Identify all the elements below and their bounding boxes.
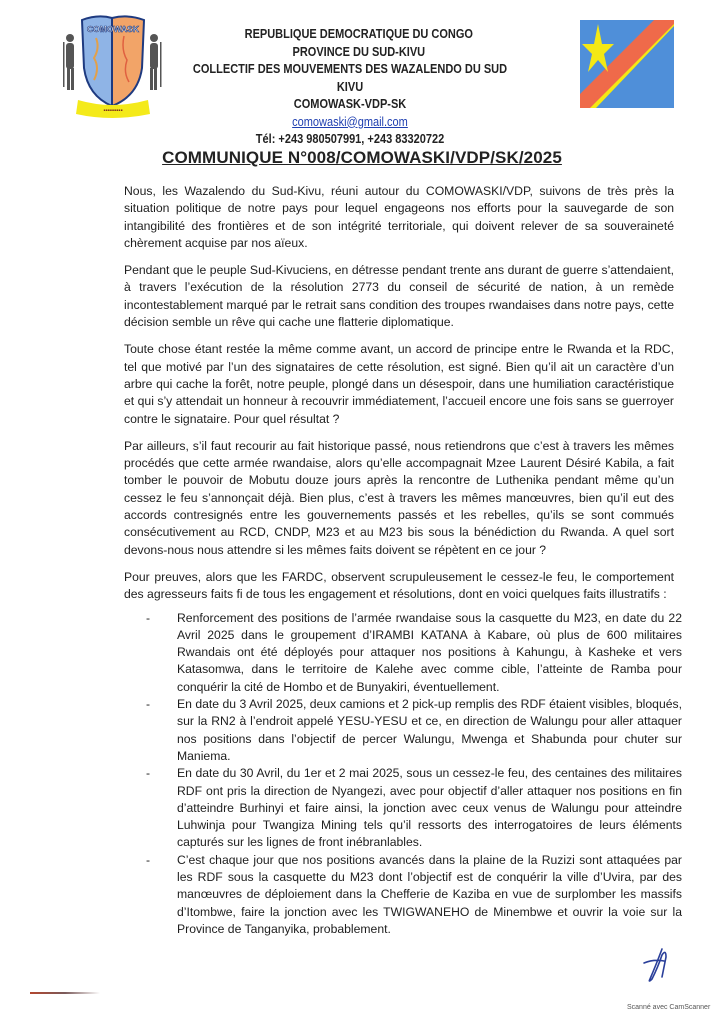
signature bbox=[640, 945, 676, 985]
bullet-dash: - bbox=[146, 610, 151, 625]
bullet-dash: - bbox=[146, 697, 151, 712]
svg-text:COMOWASK: COMOWASK bbox=[87, 24, 139, 34]
organization-acronym: COMOWASK-VDP-SK bbox=[293, 97, 407, 111]
list-item-text: C’est chaque jour que nos positions avancés dans la plaine de la Ruzizi sont attaquées par les RDF sous la casquette du M23 dont l’objectif est de conquérir la ville d’Uvira, par des manœuvres de déploiement dans la Chefferie de Kaziba en vue de surplomber les massifs d’Itombwe, faire la jonction avec les TWIGWANEHO de Minembwe et ouvrir la voie sur la Province de Tanganyika, probablement. bbox=[177, 852, 682, 936]
list-item bbox=[146, 765, 682, 851]
list-item bbox=[146, 852, 682, 938]
facts-list bbox=[124, 610, 682, 939]
svg-text:▪▪▪▪▪▪▪▪▪: ▪▪▪▪▪▪▪▪▪ bbox=[103, 108, 123, 114]
coat-of-arms-logo bbox=[58, 8, 166, 118]
scan-artifact bbox=[30, 992, 100, 994]
drc-flag-icon bbox=[580, 20, 674, 108]
camscanner-watermark: Scanné avec CamScanner bbox=[627, 1004, 711, 1011]
list-item-text: En date du 30 Avril, du 1er et 2 mai 2025, sous un cessez-le feu, des centaines des militaires RDF ont pris la direction de Nyangezi, avec pour objectif d’aller attaquer nos positions en fin d’atteindre Burhinyi et faire ainsi, la jonction avec ceux venus de Walungu pour atteindre Luhwinja pour Twangiza Mining tels qu’il ressorts des interrogatoires de leurs éléments capturés sur les lignes de front inébranlables. bbox=[177, 766, 682, 850]
paragraph: Toute chose étant restée la même comme avant, un accord de principe entre le Rwanda et la RDC, tel que motivé par l’un des signataires de cette résolution, est signé. Bien qu’il ait un caractère d’un arbre qui cache la forêt, notre peuple, plongé dans un désespoir, dans une humiliation caractéristique et qui s’y attendait un honneur à recouvrir immédiatement, l’accueil encore une fois sans se guerroyer contre le signataire. Pour quel résultat ? bbox=[124, 342, 674, 426]
right-figure bbox=[150, 34, 162, 90]
list-item-text: Renforcement des positions de l’armée rwandaise sous la casquette du M23, en date du 22 Avril 2025 dans le groupement d’IRAMBI KATANA à Kabare, où plus de 600 militaires Rwandais ont été déployés pour attaquer nos positions à Kahungu, à Kasheke et vers Katasomwa, dans le territoire de Kalehe avec comme cible, l’atteinte de Ramba pour conquérir la cité de Hombo et de Bunyakiri, éventuellement. bbox=[177, 610, 682, 694]
list-item bbox=[146, 610, 682, 696]
handwritten-signature-icon bbox=[640, 945, 676, 985]
drc-flag bbox=[580, 20, 674, 108]
email-link[interactable]: comowaski@gmail.com bbox=[292, 114, 408, 129]
paragraph: Pendant que le peuple Sud-Kivuciens, en détresse pendant trente ans durant de guerre s’attendaient, à travers l’exécution de la résolution 2773 du conseil de sécurité de nation, à un remède incontestablement marqué par le retrait sans condition des troupes rwandaises dans notre pays, cette décision semble un rêve qui cache une flatterie diplomatique. bbox=[124, 263, 674, 330]
paragraph: Par ailleurs, s’il faut recourir au fait historique passé, nous retiendrons que c’est à travers les mêmes procédés que cette armée rwandaise, alors qu’elle accompagnait Mzee Laurent Désiré Kabila, a fait tomber le pouvoir de Mobutu douze jours après la rencontre de Luthenika pendant même qu’un cessez le feu s’annonçait déjà. Bien plus, c’est à travers les mêmes manœuvres, bien qu’il eut des accords contresignés entre les gouvernements passés et les rebelles, qu’ils se sont commués consécutivement au RCD, CNDP, M23 et au M23 bis sous la bénédiction du Rwanda. A quel sort devons-nous nous attendre si les mêmes faits doivent se répètent en ce jour ? bbox=[124, 438, 674, 557]
bullet-dash: - bbox=[146, 852, 151, 867]
list-item-text: En date du 3 Avril 2025, deux camions et 2 pick-up remplis des RDF étaient visibles, bloqués, sur la RN2 à l’endroit appelé YESU-YESU et ce, en direction de Walungu pour aller attaquer nos positions dans l’objectif de percer Walungu, Mwenga et Shabunda pour chuter sur Maniema. bbox=[177, 697, 682, 763]
paragraph: Nous, les Wazalendo du Sud-Kivu, réuni autour du COMOWASKI/VDP, suivons de très près la situation politique de notre pays pour lequel engageons nos efforts pour la sauvegarde de son intangibilité des frontières et de son intégrité territoriale, qui doivent relever de sa souveraineté chèrement acquise par nos aïeux. bbox=[124, 184, 674, 250]
phone-numbers: Tél: +243 980507991, +243 83320722 bbox=[255, 132, 445, 146]
province-name: PROVINCE DU SUD-KIVU bbox=[292, 44, 426, 59]
bullet-dash: - bbox=[146, 766, 151, 781]
paragraph: Pour preuves, alors que les FARDC, observent scrupuleusement le cessez-le feu, le comportement des agresseurs faits fi de tous les engagement et résolutions, dont en voici quelques faits illustratifs : bbox=[124, 569, 674, 602]
communique-body bbox=[124, 183, 682, 938]
country-name: REPUBLIQUE DEMOCRATIQUE DU CONGO bbox=[244, 27, 473, 41]
coat-of-arms-icon bbox=[58, 8, 166, 118]
collective-name: COLLECTIF DES MOUVEMENTS DES WAZALENDO DU SUD KIVU bbox=[192, 62, 508, 94]
list-item bbox=[146, 696, 682, 765]
letterhead bbox=[183, 26, 517, 149]
communique-title: COMMUNIQUE N°008/COMOWASKI/VDP/SK/2025 bbox=[162, 148, 562, 167]
left-figure bbox=[63, 34, 74, 90]
